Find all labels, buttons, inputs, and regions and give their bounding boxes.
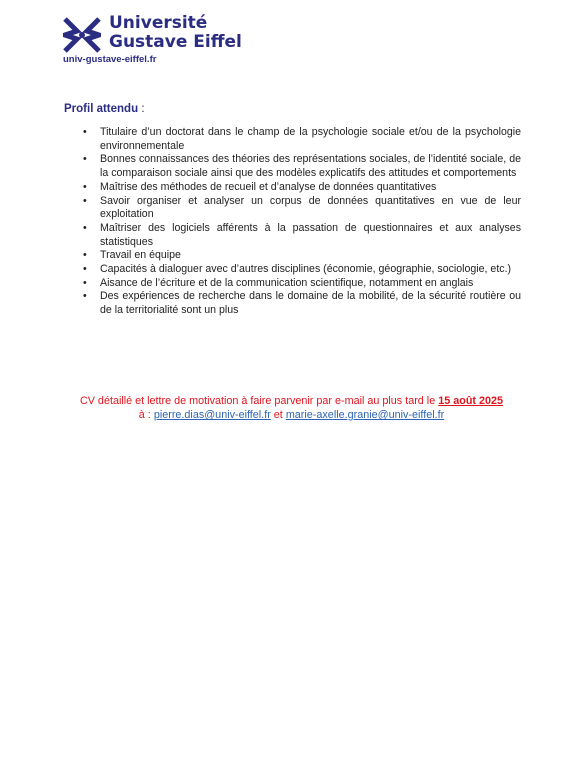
- list-item-text: Des expériences de recherche dans le domaine de la mobilité, de la sécurité routière ou de la territorialité sont un plus: [100, 290, 521, 317]
- list-item: [81, 126, 521, 153]
- list-item-text: Maîtrise des méthodes de recueil et d’analyse de données quantitatives: [100, 180, 437, 193]
- email-link-marie-axelle-granie[interactable]: marie-axelle.granie@univ-eiffel.fr: [285, 409, 445, 421]
- list-item: [81, 277, 521, 291]
- profile-heading: [64, 103, 145, 115]
- recipients-prefix: à :: [138, 409, 154, 421]
- application-instructions: [0, 394, 583, 422]
- list-item: [81, 195, 521, 222]
- list-item-text: Travail en équipe: [100, 249, 181, 262]
- bullet-icon: •: [83, 180, 87, 193]
- university-header: [63, 14, 263, 66]
- list-item-text: Aisance de l’écriture et de la communication scientifique, notamment en anglais: [100, 276, 474, 289]
- bullet-icon: •: [83, 221, 87, 234]
- application-text: CV détaillé et lettre de motivation à faire parvenir par e-mail au plus tard le: [79, 395, 439, 407]
- bullet-icon: •: [83, 290, 87, 303]
- bullet-icon: •: [83, 126, 87, 138]
- list-item-text: Maîtriser des logiciels afférents à la passation de questionnaires et aux analyses statistiques: [100, 221, 521, 248]
- deadline-date: 15 août 2025: [438, 395, 504, 407]
- university-url: univ-gustave-eiffel.fr: [63, 54, 157, 65]
- university-name-line2: Gustave Eiffel: [109, 32, 242, 52]
- bullet-icon: •: [83, 249, 87, 262]
- list-item: [81, 153, 521, 180]
- email-link-pierre-dias[interactable]: pierre.dias@univ-eiffel.fr: [153, 409, 271, 421]
- list-item-text: Capacités à dialoguer avec d’autres disciplines (économie, géographie, sociologie, etc.): [100, 263, 512, 276]
- application-line2: [0, 408, 583, 422]
- profile-heading-text: Profil attendu: [64, 103, 139, 115]
- list-item: [81, 263, 521, 277]
- bullet-icon: •: [83, 153, 87, 166]
- list-item: [81, 249, 521, 263]
- list-item-text: Titulaire d’un doctorat dans le champ de la psychologie sociale et/ou de la psychologie environnementale: [100, 126, 521, 152]
- list-item: [81, 181, 521, 195]
- list-item-text: Bonnes connaissances des théories des représentations sociales, de l’identité sociale, de la comparaison sociale ainsi que des modèles explicatifs des attitudes et comportements: [100, 153, 521, 180]
- profile-heading-colon: :: [138, 103, 145, 115]
- bullet-icon: •: [83, 194, 87, 207]
- recipients-conjunction: et: [270, 409, 286, 421]
- list-item-text: Savoir organiser et analyser un corpus de données quantitatives en vue de leur exploitation: [100, 194, 521, 221]
- bullet-icon: •: [83, 276, 87, 289]
- application-line1: [0, 394, 583, 408]
- university-name-line1: Université: [109, 13, 208, 33]
- university-name: [109, 14, 242, 52]
- univ-eiffel-logo-icon: [63, 17, 101, 53]
- list-item: [81, 290, 521, 317]
- bullet-icon: •: [83, 263, 87, 276]
- list-item: [81, 222, 521, 249]
- profile-requirements-list: [81, 126, 521, 318]
